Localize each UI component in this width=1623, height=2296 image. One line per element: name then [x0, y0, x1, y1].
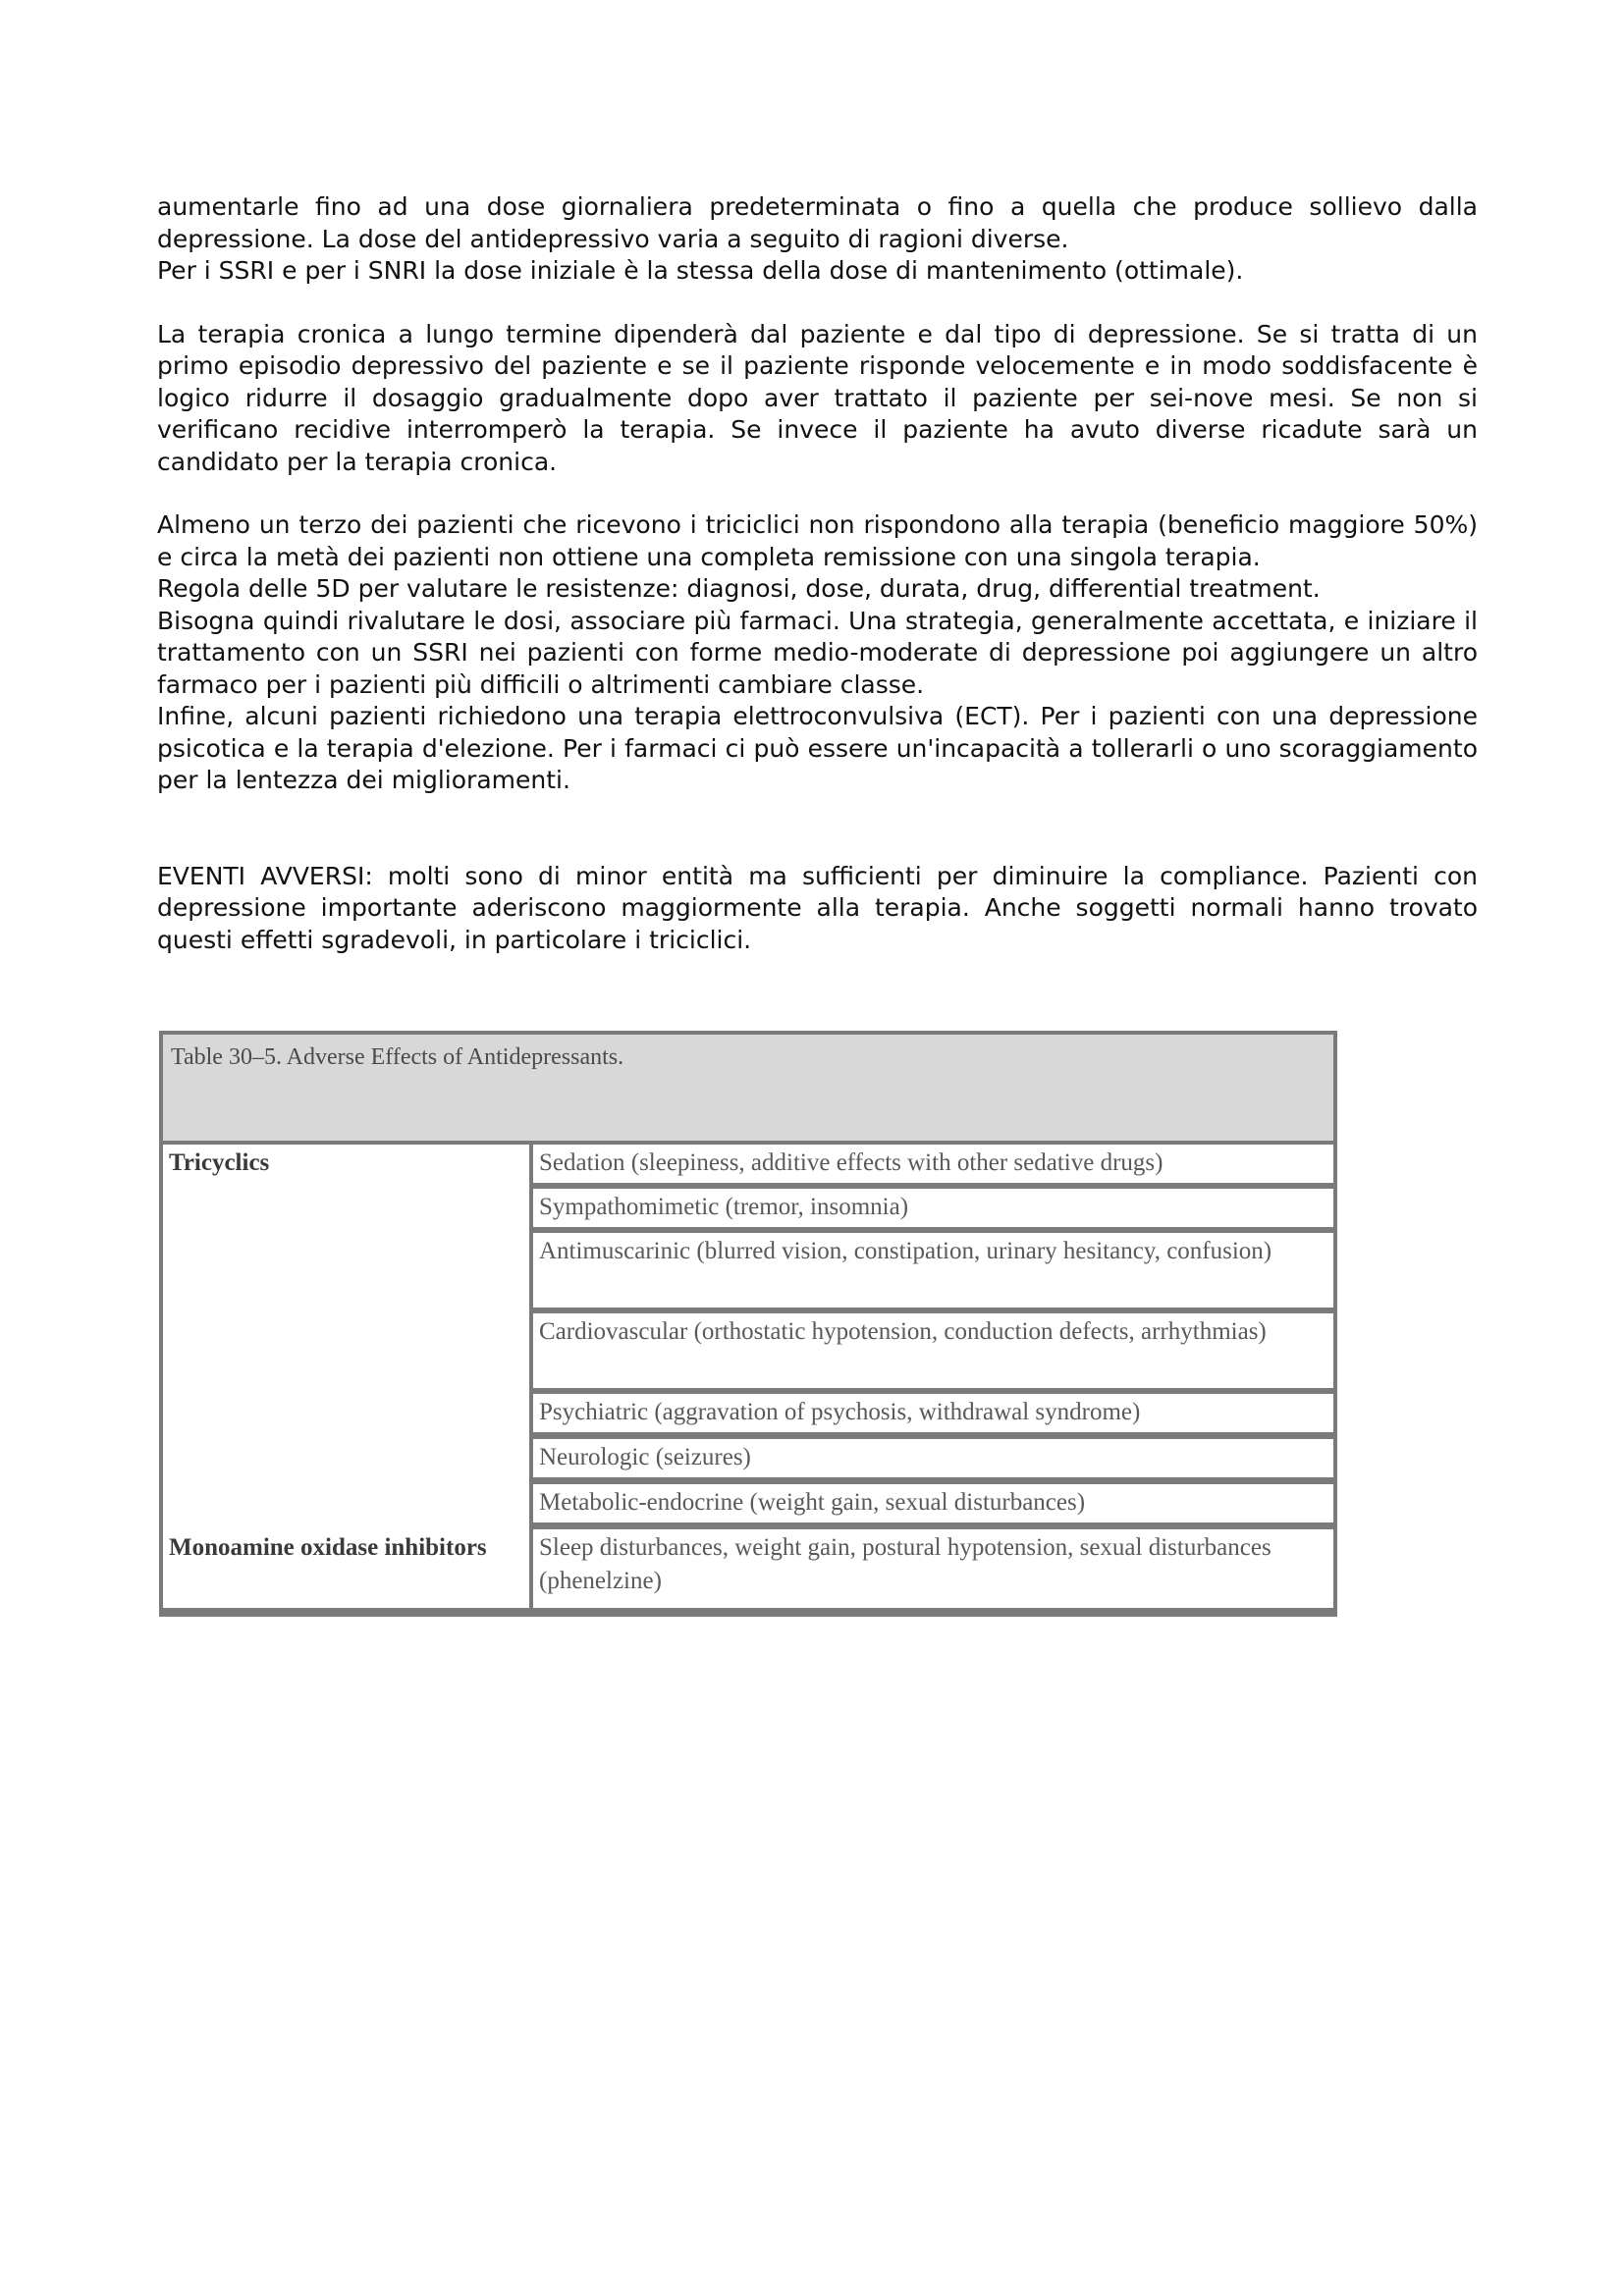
- paragraph-strategy: Bisogna quindi rivalutare le dosi, associare più farmaci. Una strategia, generalmente accettata, e iniziare il trattamento con un SSRI nei pazienti con forme medio-moderate di depressione poi aggiungere un altro farmaco per i pazienti più difficili o altrimenti cambiare classe.: [157, 606, 1478, 699]
- paragraph-chronic-therapy: La terapia cronica a lungo termine dipenderà dal paziente e dal tipo di depressione. Se si tratta di un primo episodio depressivo del paziente e se il paziente risponde velocemente e in modo soddisfacente è logico ridurre il dosaggio gradualmente dopo aver trattato il paziente per sei-nove mesi. Se non si verificano recidive interromperò la terapia. Se invece il paziente ha avuto diverse ricadute sarà un candidato per la terapia cronica.: [157, 319, 1478, 476]
- effect-cell-sympathomimetic: Sympathomimetic (tremor, insomnia): [533, 1189, 1333, 1227]
- paragraph-adverse-events: EVENTI AVVERSI: molti sono di minor entità ma sufficienti per diminuire la compliance. Pazienti con depressione importante aderiscono maggiormente alla terapia. Anche soggetti normali hanno trovato questi effetti sgradevoli, in particolare i triciclici.: [157, 861, 1478, 954]
- effect-cell-maoi: Sleep disturbances, weight gain, postural hypotension, sexual disturbances (phenelzine): [533, 1529, 1333, 1608]
- effect-cell-metabolic-endocrine: Metabolic-endocrine (weight gain, sexual disturbances): [533, 1484, 1333, 1522]
- class-cell-maoi: Monoamine oxidase inhibitors: [163, 1529, 529, 1608]
- paragraph-ect: Infine, alcuni pazienti richiedono una terapia elettroconvulsiva (ECT). Per i pazienti con una depressione psicotica e la terapia d'elezione. Per i farmaci ci può essere un'incapacità a tollerarli o uno scoraggiamento per la lentezza dei miglioramenti.: [157, 702, 1478, 794]
- paragraph-5d-rule: Regola delle 5D per valutare le resistenze: diagnosi, dose, durata, drug, differential treatment.: [157, 574, 1321, 603]
- table-caption: Table 30–5. Adverse Effects of Antidepressants.: [171, 1044, 624, 1070]
- effect-cell-neurologic: Neurologic (seizures): [533, 1439, 1333, 1477]
- body-text: [157, 191, 1478, 956]
- paragraph-dose: aumentarle fino ad una dose giornaliera predeterminata o fino a quella che produce sollievo dalla depressione. La dose del antidepressivo varia a seguito di ragioni diverse.: [157, 192, 1478, 253]
- class-cell-tricyclics: Tricyclics: [163, 1145, 529, 1576]
- effect-cell-psychiatric: Psychiatric (aggravation of psychosis, withdrawal syndrome): [533, 1394, 1333, 1432]
- paragraph-tricyclic-response: Almeno un terzo dei pazienti che ricevono i triciclici non rispondono alla terapia (beneficio maggiore 50%) e circa la metà dei pazienti non ottiene una completa remissione con una singola terapia.: [157, 510, 1478, 571]
- effect-cell-antimuscarinic: Antimuscarinic (blurred vision, constipation, urinary hesitancy, confusion): [533, 1233, 1333, 1308]
- table-caption-bar: [163, 1035, 1333, 1141]
- paragraph-ssri-dose: Per i SSRI e per i SNRI la dose iniziale è la stessa della dose di mantenimento (ottimale).: [157, 256, 1244, 285]
- adverse-effects-table: [159, 1031, 1337, 1617]
- effect-cell-cardiovascular: Cardiovascular (orthostatic hypotension, conduction defects, arrhythmias): [533, 1313, 1333, 1388]
- effect-cell-sedation: Sedation (sleepiness, additive effects with other sedative drugs): [533, 1145, 1333, 1183]
